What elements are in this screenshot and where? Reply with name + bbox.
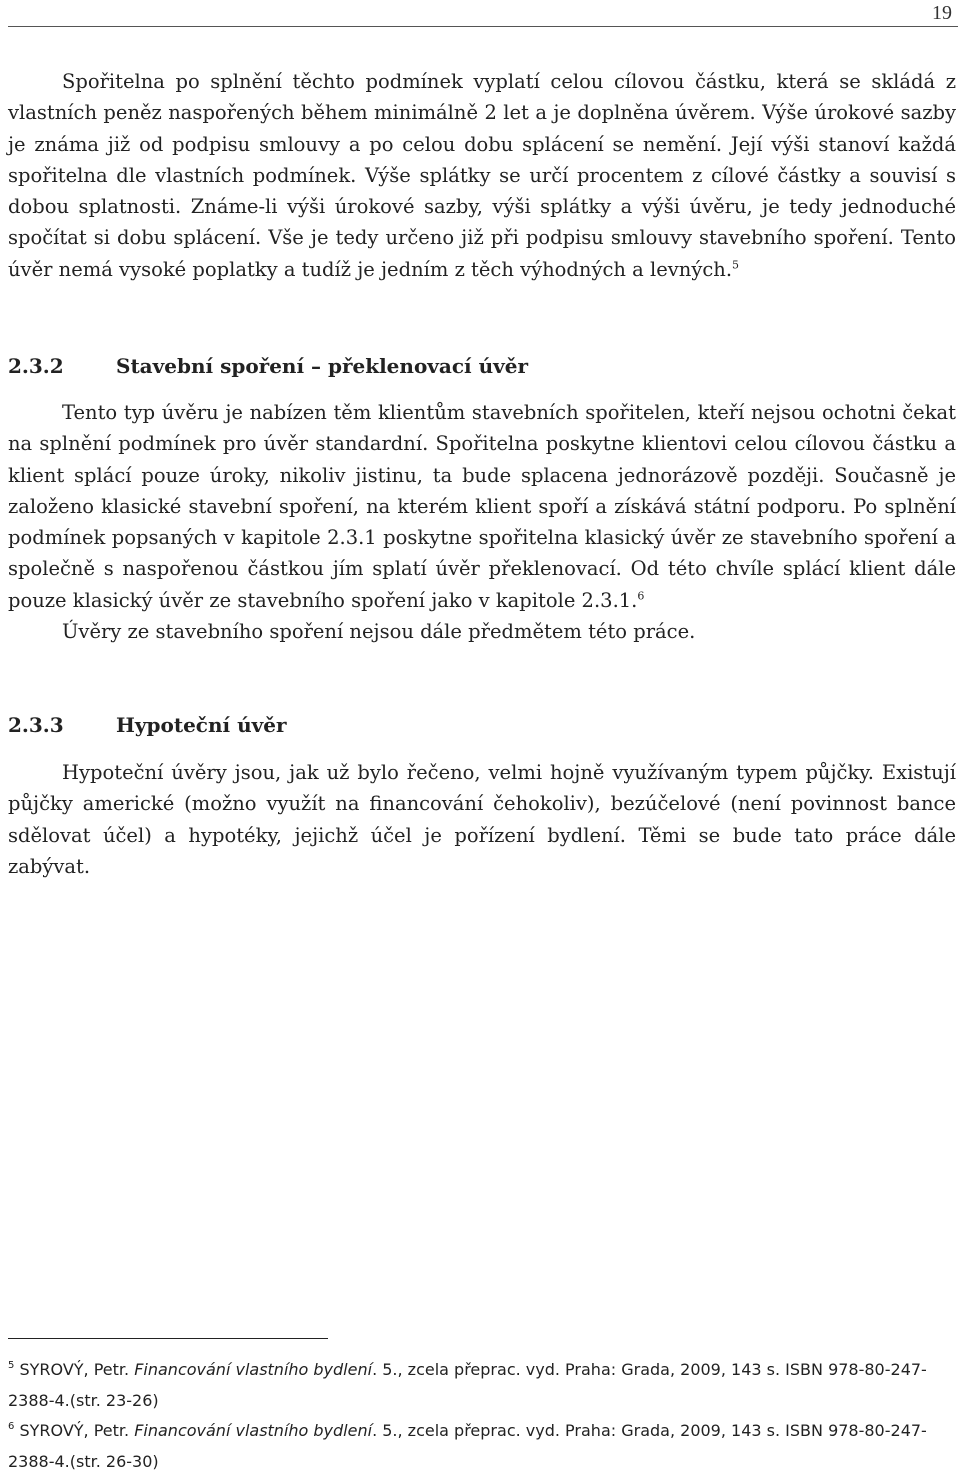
section-number: 2.3.2 xyxy=(8,354,64,378)
footnote-ref-6[interactable]: 6 xyxy=(637,589,645,603)
paragraph-4 xyxy=(8,757,956,882)
footnote-mark: 5 xyxy=(8,1360,15,1371)
header-rule xyxy=(8,26,958,27)
paragraph-1 xyxy=(8,66,956,285)
paragraph-2 xyxy=(8,397,956,647)
section-heading-2-3-2 xyxy=(8,354,948,378)
paragraph-3: Úvěry ze stavebního spoření nejsou dále předmětem této práce. xyxy=(62,620,696,644)
footnote-6 xyxy=(8,1416,956,1477)
section-number: 2.3.3 xyxy=(8,713,64,737)
footnote-title: Financování vlastního bydlení xyxy=(134,1360,373,1379)
page-number: 19 xyxy=(932,2,952,24)
paragraph-2-text: Tento typ úvěru je nabízen těm klientům stavebních spořitelen, kteří nejsou ochotni čekat na splnění podmínek pro úvěr standardní. Spořitelna poskytne klientovi celou cílovou částku a klient splácí pouze úroky, nikoliv jistinu, ta bude splacena jednorázově později. Současně je založeno klasické stavební spoření, na kterém klient spoří a získává státní podporu. Po splnění podmínek popsaných v kapitole 2.3.1 poskytne spořitelna klasický úvěr ze stavebního spoření a společně s naspořenou částkou jím splatí úvěr překlenovací. Od této chvíle splácí klient dále pouze klasický úvěr ze stavebního spoření jako v kapitole 2.3.1. xyxy=(8,401,956,612)
footnote-author: SYROVÝ, Petr. xyxy=(19,1421,130,1440)
paragraph-1-text: Spořitelna po splnění těchto podmínek vyplatí celou cílovou částku, která se skládá z vlastních peněz naspořených během minimálně 2 let a je doplněna úvěrem. Výše úrokové sazby je známa již od podpisu smlouvy a po celou dobu splácení se nemění. Její výši stanoví každá spořitelna dle vlastních podmínek. Výše splátky se určí procentem z cílové částky a souvisí s dobou splatnosti. Známe-li výši úrokové sazby, výši splátky a výši úvěru, je tedy jednoduché spočítat si dobu splácení. Vše je tedy určeno již při podpisu smlouvy stavebního spoření. Tento úvěr nemá vysoké poplatky a tudíž je jedním z těch výhodných a levných. xyxy=(8,70,956,281)
footnote-ref-5[interactable]: 5 xyxy=(732,258,740,272)
section-heading-2-3-3 xyxy=(8,713,948,737)
footnote-author: SYROVÝ, Petr. xyxy=(19,1360,130,1379)
footnote-details: . 5., zcela přeprac. vyd. Praha: Grada, 2009, 143 s. ISBN 978-80-247-2388-4.(str. 23-26) xyxy=(8,1360,927,1410)
footnote-5 xyxy=(8,1355,956,1416)
footnotes xyxy=(8,1355,956,1477)
footnote-mark: 6 xyxy=(8,1421,15,1432)
footnote-title: Financování vlastního bydlení xyxy=(134,1421,373,1440)
footnote-details: . 5., zcela přeprac. vyd. Praha: Grada, 2009, 143 s. ISBN 978-80-247-2388-4.(str. 26-30) xyxy=(8,1421,927,1471)
section-title: Stavební spoření – překlenovací úvěr xyxy=(116,354,529,378)
section-title: Hypoteční úvěr xyxy=(116,713,287,737)
footnote-separator xyxy=(8,1338,328,1339)
paragraph-4-text: Hypoteční úvěry jsou, jak už bylo řečeno, velmi hojně využívaným typem půjčky. Existují půjčky americké (možno využít na financování čehokoliv), bezúčelové (není povinnost bance sdělovat účel) a hypotéky, jejichž účel je pořízení bydlení. Těmi se bude tato práce dále zabývat. xyxy=(8,761,956,878)
